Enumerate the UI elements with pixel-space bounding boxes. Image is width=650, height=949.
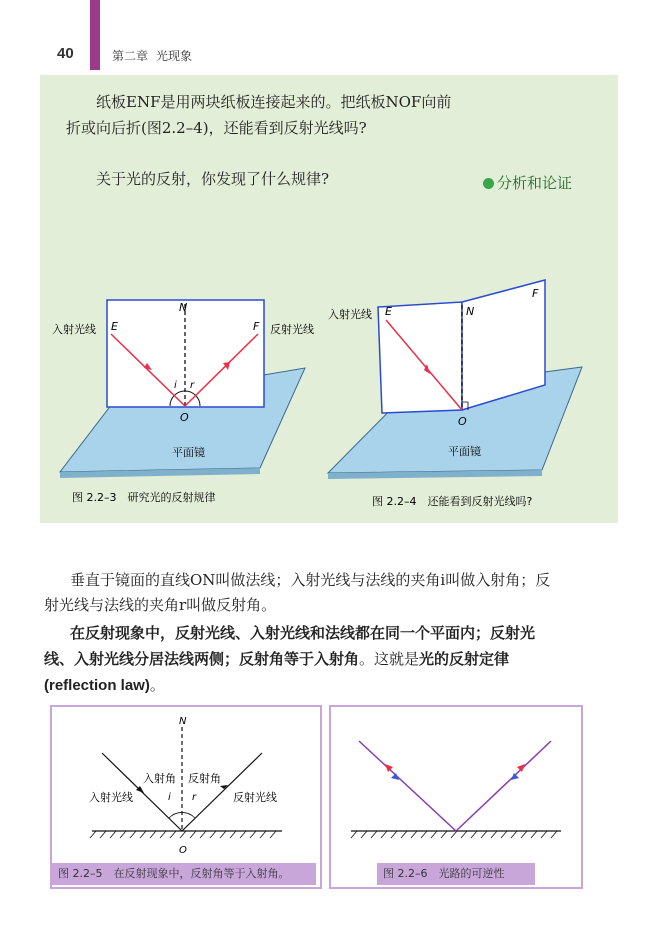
paper-board-left: [378, 302, 462, 413]
label-r: r: [192, 792, 197, 803]
label-O: O: [180, 411, 189, 424]
incident-ray-label: 入射光线: [52, 323, 96, 336]
activity-para1-line2: 折或向后折(图2.2–4)，还能看到反射光线吗?: [66, 119, 367, 137]
law-connector: 。这就是: [359, 650, 420, 668]
label-i: i: [168, 792, 171, 803]
chapter-title: 光现象: [156, 49, 193, 63]
label-N: N: [466, 305, 475, 318]
body-para2-line1: 在反射现象中，反射光线、入射光线和法线都在同一个平面内；反射光: [70, 624, 536, 642]
analysis-tag-label: 分析和论证: [497, 174, 573, 192]
analysis-tag: [483, 172, 572, 193]
figure-2-2-6: [331, 707, 579, 862]
caption-2-2-3: 图 2.2–3 研究光的反射规律: [72, 491, 216, 504]
green-dot-icon: [483, 178, 494, 189]
mirror-hatching: [90, 831, 276, 838]
label-N: N: [179, 716, 187, 727]
reflected-angle-label: 反射角: [188, 772, 221, 785]
body-para1-line1: 垂直于镜面的直线ON叫做法线；入射光线与法线的夹角i叫做入射角；反: [70, 571, 551, 589]
law-statement: 线、入射光线分居法线两侧；反射角等于入射角: [44, 650, 360, 668]
body-para2-line3: [44, 673, 614, 698]
figure-2-2-3: [40, 290, 340, 505]
body-para2-line2: [44, 647, 614, 672]
caption-2-2-4: 图 2.2–4 还能看到反射光线吗?: [372, 495, 533, 508]
light-path-left: [359, 741, 456, 831]
chapter-heading: [112, 47, 192, 64]
activity-para1-line1: 纸板ENF是用两块纸板连接起来的。把纸板NOF向前: [96, 93, 452, 111]
chapter-color-bar: [90, 0, 100, 70]
light-path-right: [456, 741, 551, 831]
label-F: F: [532, 287, 539, 300]
page-number: 40: [57, 45, 74, 62]
caption-2-2-5: 图 2.2–5 在反射现象中，反射角等于入射角。: [52, 863, 316, 885]
incident-ray-label: 入射光线: [89, 791, 133, 804]
mirror-hatching: [351, 831, 557, 838]
label-F: F: [253, 320, 260, 333]
figure-2-2-4: [320, 275, 620, 515]
law-end: 。: [149, 676, 165, 694]
mirror-label: 平面镜: [172, 446, 205, 459]
figure-2-2-5: [52, 707, 318, 862]
label-i: i: [174, 380, 177, 391]
red-arrow-up-icon: [517, 764, 525, 772]
label-O: O: [458, 415, 467, 428]
incident-ray-label: 入射光线: [328, 308, 372, 321]
label-E: E: [111, 320, 118, 333]
label-N: N: [179, 301, 188, 314]
law-english: (reflection law): [44, 677, 150, 694]
body-para1-line2: 射光线与法线的夹角r叫做反射角。: [44, 596, 277, 614]
mirror-label: 平面镜: [448, 445, 481, 458]
blue-arrow-down-icon: [511, 773, 519, 780]
chapter-number: 第二章: [112, 49, 149, 63]
caption-2-2-6: 图 2.2–6 光路的可逆性: [377, 863, 535, 885]
label-r: r: [190, 380, 195, 391]
incident-angle-label: 入射角: [143, 772, 176, 785]
label-E: E: [385, 305, 392, 318]
reflected-ray-label: 反射光线: [233, 791, 277, 804]
reflected-ray-label: 反射光线: [270, 323, 314, 336]
label-O: O: [179, 845, 187, 856]
activity-question: 关于光的反射，你发现了什么规律?: [96, 170, 330, 188]
law-term: 光的反射定律: [419, 650, 510, 668]
